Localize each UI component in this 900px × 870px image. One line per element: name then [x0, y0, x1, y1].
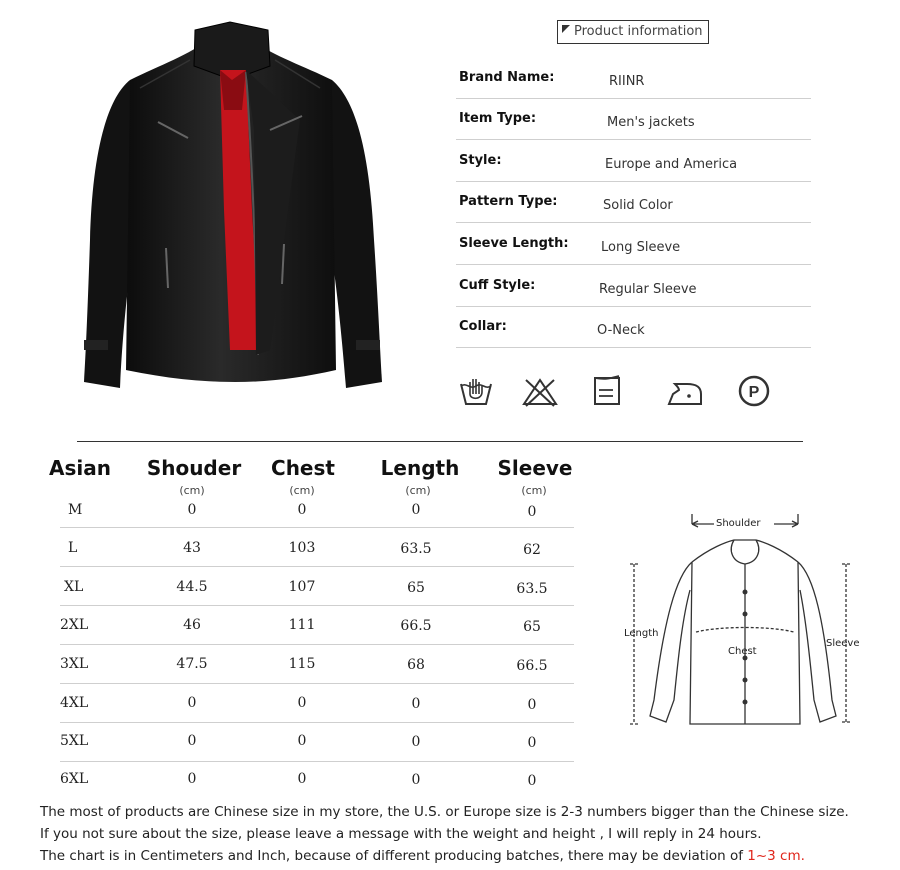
- shoulder-cell: 0: [187, 502, 197, 518]
- diagram-label-length: Length: [624, 628, 659, 639]
- size-note-3: [40, 848, 805, 864]
- size-cell: M: [68, 502, 83, 518]
- no-bleach-icon: [522, 374, 558, 408]
- size-note-1: The most of products are Chinese size in my store, the U.S. or Europe size is 2-3 numbers bigger than the Chinese size.: [40, 804, 849, 820]
- chest-cell: 0: [297, 733, 307, 749]
- row-divider: [60, 605, 574, 606]
- sleeve-cell: 0: [527, 773, 537, 789]
- spec-value: Regular Sleeve: [599, 282, 697, 297]
- chest-cell: 0: [297, 771, 307, 787]
- chest-cell: 111: [288, 617, 316, 633]
- corner-flag-icon: [562, 25, 570, 33]
- size-note-2: If you not sure about the size, please leave a message with the weight and height , I will reply in 24 hours.: [40, 826, 762, 842]
- sleeve-cell: 0: [527, 504, 537, 520]
- row-divider: [60, 722, 574, 723]
- diagram-label-sleeve: Sleeve: [826, 638, 860, 649]
- spec-value: RIINR: [609, 74, 645, 89]
- sleeve-cell: 0: [527, 697, 537, 713]
- shoulder-cell: 0: [187, 771, 197, 787]
- spec-row-brand: [456, 58, 811, 99]
- iron-icon: [667, 374, 703, 408]
- spec-value: Long Sleeve: [601, 240, 681, 255]
- product-info-header: [557, 20, 709, 44]
- length-cell: 0: [411, 772, 421, 788]
- spec-value: Europe and America: [605, 157, 738, 172]
- row-divider: [60, 527, 574, 528]
- jacket-photo: [70, 10, 400, 410]
- unit-label: (cm): [405, 484, 431, 497]
- diagram-label-shoulder: Shoulder: [716, 518, 761, 529]
- chest-cell: 103: [288, 540, 316, 556]
- length-cell: 63.5: [400, 541, 432, 557]
- size-cell: 5XL: [60, 733, 89, 749]
- chest-cell: 0: [297, 695, 307, 711]
- spec-row-style: [456, 141, 811, 182]
- spec-label: Brand Name:: [459, 70, 555, 85]
- tumble-dry-icon: [591, 374, 627, 408]
- spec-label: Pattern Type:: [459, 194, 558, 209]
- row-divider: [60, 683, 574, 684]
- spec-row-cuff-style: [456, 266, 811, 307]
- sleeve-cell: 0: [527, 735, 537, 751]
- spec-value: Men's jackets: [607, 115, 695, 130]
- unit-label: (cm): [289, 484, 315, 497]
- sleeve-cell: 65: [523, 619, 541, 635]
- shoulder-cell: 43: [183, 540, 201, 556]
- chest-cell: 115: [288, 656, 316, 672]
- size-cell: XL: [64, 579, 84, 595]
- measurement-diagram: [610, 510, 870, 740]
- spec-value: Solid Color: [603, 198, 673, 213]
- spec-label: Sleeve Length:: [459, 236, 569, 251]
- length-cell: 0: [411, 734, 421, 750]
- shoulder-cell: 0: [187, 695, 197, 711]
- spec-row-sleeve-length: [456, 224, 811, 265]
- length-cell: 66.5: [400, 618, 432, 634]
- size-cell: L: [68, 540, 78, 556]
- unit-label: (cm): [179, 484, 205, 497]
- spec-label: Collar:: [459, 319, 507, 334]
- shoulder-cell: 46: [183, 617, 201, 633]
- spec-label: Cuff Style:: [459, 278, 536, 293]
- row-divider: [60, 644, 574, 645]
- header-shoulder: Shouder: [146, 456, 242, 480]
- diagram-label-chest: Chest: [728, 646, 757, 657]
- spec-row-pattern-type: [456, 182, 811, 223]
- header-sleeve: Sleeve: [497, 456, 573, 480]
- svg-text:P: P: [748, 384, 760, 401]
- product-info-header-label: Product information: [574, 24, 703, 39]
- size-cell: 6XL: [60, 771, 89, 787]
- header-length: Length: [380, 456, 460, 480]
- spec-label: Item Type:: [459, 111, 537, 126]
- spec-value: O-Neck: [597, 323, 645, 338]
- hand-wash-icon: [458, 374, 494, 408]
- size-cell: 4XL: [60, 695, 89, 711]
- chest-cell: 0: [297, 502, 307, 518]
- shoulder-cell: 47.5: [176, 656, 208, 672]
- dry-clean-icon: [736, 374, 772, 408]
- spec-label: Style:: [459, 153, 502, 168]
- sleeve-cell: 66.5: [516, 658, 548, 674]
- chest-cell: 107: [288, 579, 316, 595]
- length-cell: 0: [411, 696, 421, 712]
- unit-label: (cm): [521, 484, 547, 497]
- length-cell: 68: [407, 657, 425, 673]
- deviation-highlight: 1~3 cm.: [747, 848, 805, 864]
- section-divider: [77, 441, 803, 442]
- header-chest: Chest: [271, 456, 335, 480]
- row-divider: [60, 761, 574, 762]
- size-cell: 2XL: [60, 617, 89, 633]
- spec-row-collar: [456, 307, 811, 348]
- row-divider: [60, 566, 574, 567]
- sleeve-cell: 63.5: [516, 581, 548, 597]
- size-note-3-text: The chart is in Centimeters and Inch, because of different producing batches, there may be deviation of: [40, 848, 748, 864]
- header-asian: Asian: [49, 456, 111, 480]
- shoulder-cell: 44.5: [176, 579, 208, 595]
- sleeve-cell: 62: [523, 542, 541, 558]
- length-cell: 65: [407, 580, 425, 596]
- spec-row-item-type: [456, 99, 811, 140]
- shoulder-cell: 0: [187, 733, 197, 749]
- length-cell: 0: [411, 502, 421, 518]
- size-cell: 3XL: [60, 656, 89, 672]
